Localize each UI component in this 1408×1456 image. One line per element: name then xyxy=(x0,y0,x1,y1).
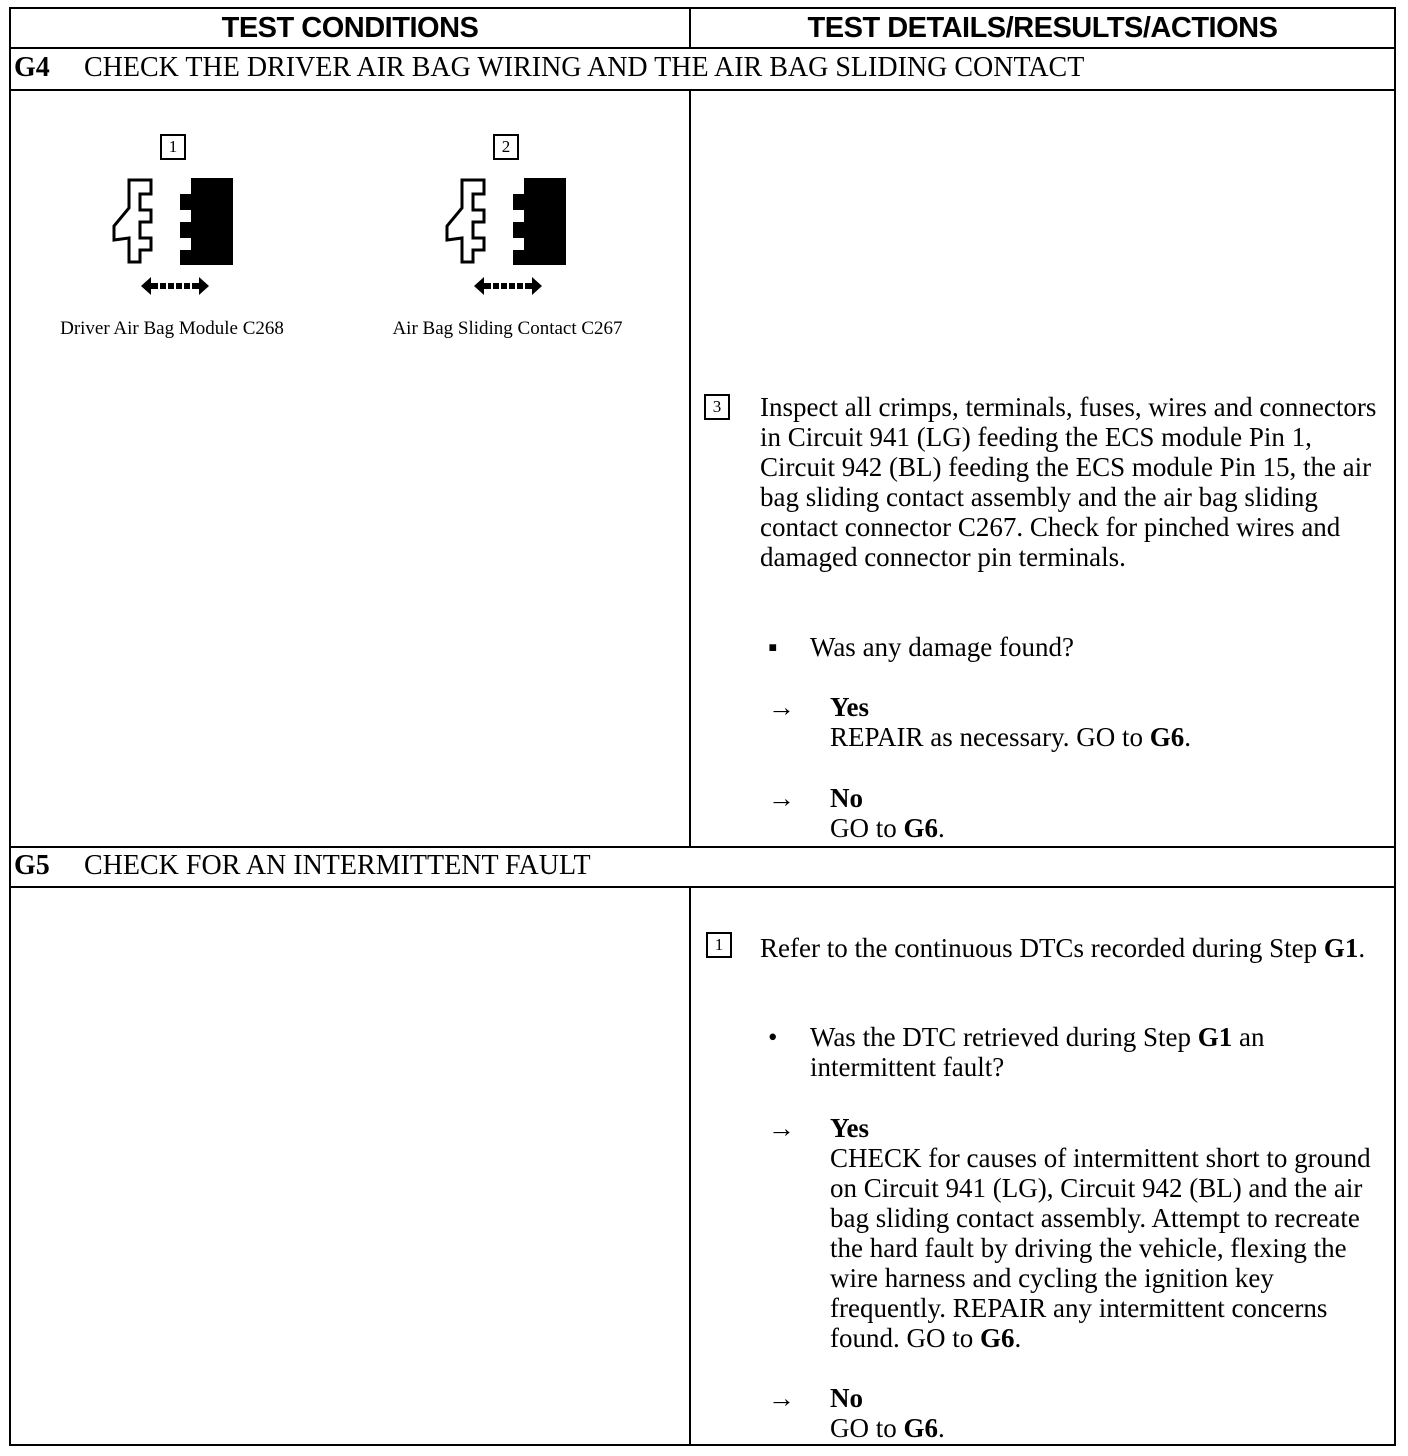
g5-question-bullet: • xyxy=(768,1022,778,1052)
g5-step-1-label: 1 xyxy=(706,932,732,958)
g5-yes-text: CHECK for causes of intermittent short to ground on Circuit 941 (LG), Circuit 942 (BL) and the air bag sliding contact assembly. Attempt to recreate the hard fault by driving the vehicle, flexing the wire harness and cycling the ignition key frequently. REPAIR any intermittent concerns found. GO to xyxy=(830,1143,1371,1353)
g4-no-text: GO to xyxy=(830,813,904,843)
g4-title-bottom-border xyxy=(9,89,1396,91)
connector-1-caption: Driver Air Bag Module C268 xyxy=(60,318,284,339)
g4-yes-ref: G6 xyxy=(1149,722,1185,752)
g4-question: Was any damage found? xyxy=(810,632,1074,662)
g5-step-title xyxy=(14,850,591,882)
table-bottom-border xyxy=(9,1444,1396,1446)
g5-step-number: G5 xyxy=(14,850,50,881)
g4-yes-arrow-icon: → xyxy=(768,692,795,722)
header-bottom-border xyxy=(9,47,1396,49)
g5-title-bottom-border xyxy=(9,886,1396,888)
g4-step-number: G4 xyxy=(14,52,50,83)
g4-no-arrow-icon: → xyxy=(768,783,795,813)
connector-2-label: 2 xyxy=(493,134,519,160)
g4-yes-text: REPAIR as necessary. GO to xyxy=(830,722,1150,752)
g5-step-1-text: Refer to the continuous DTCs recorded during Step G1. xyxy=(760,933,1366,963)
header-test-details: TEST DETAILS/RESULTS/ACTIONS xyxy=(807,12,1278,44)
g4-no-label: No xyxy=(830,783,863,813)
g4-step-heading: CHECK THE DRIVER AIR BAG WIRING AND THE AIR BAG SLIDING CONTACT xyxy=(84,52,1085,83)
g4-no-action: GO to G6. xyxy=(830,813,945,843)
g4-step-title xyxy=(14,52,1084,84)
connector-1-icon xyxy=(105,176,240,301)
g5-no-ref: G6 xyxy=(903,1413,939,1443)
g5-yes-label: Yes xyxy=(830,1113,869,1143)
g4-yes-action: REPAIR as necessary. GO to G6. xyxy=(830,722,1191,752)
connector-1-label: 1 xyxy=(160,134,186,160)
connector-2-caption: Air Bag Sliding Contact C267 xyxy=(392,318,623,339)
table-left-border xyxy=(9,7,11,1446)
g5-step-1-body: Refer to the continuous DTCs recorded during Step xyxy=(760,933,1324,963)
g4-question-bullet: ▪ xyxy=(768,632,778,662)
connector-2-icon xyxy=(438,176,573,301)
g5-title-top-border xyxy=(9,846,1396,848)
g5-step-1-ref: G1 xyxy=(1323,933,1359,963)
g5-question xyxy=(810,1022,1380,1082)
g5-question-pre: Was the DTC retrieved during Step xyxy=(810,1022,1198,1052)
g5-question-post: an intermittent fault? xyxy=(810,1022,1265,1082)
g5-no-label: No xyxy=(830,1383,863,1413)
g5-no-action: GO to G6. xyxy=(830,1413,945,1443)
g5-yes-action: CHECK for causes of intermittent short to ground on Circuit 941 (LG), Circuit 942 (BL) and the air bag sliding contact assembly. Attempt to recreate the hard fault by driving the vehicle, flexing the wire harness and cycling the ignition key frequently. REPAIR any intermittent concerns found. GO to G6. xyxy=(830,1143,1371,1353)
g5-step-heading: CHECK FOR AN INTERMITTENT FAULT xyxy=(84,850,591,881)
g5-no-arrow-icon: → xyxy=(768,1383,795,1413)
g5-yes-ref: G6 xyxy=(980,1323,1015,1353)
g4-no-ref: G6 xyxy=(903,813,939,843)
header-test-conditions: TEST CONDITIONS xyxy=(221,12,479,44)
g4-step-3-label: 3 xyxy=(704,394,730,420)
g4-step-3-text: Inspect all crimps, terminals, fuses, wires and connectors in Circuit 941 (LG) feeding the ECS module Pin 1, Circuit 942 (BL) feeding the ECS module Pin 15, the air bag sliding contact assembly and the air bag sliding contact connector C267. Check for pinched wires and damaged connector pin terminals. xyxy=(760,392,1377,572)
g4-yes-label: Yes xyxy=(830,692,869,722)
g4-column-divider xyxy=(689,89,691,847)
g5-yes-arrow-icon: → xyxy=(768,1113,795,1143)
g5-no-text: GO to xyxy=(830,1413,904,1443)
g5-column-divider xyxy=(689,886,691,1446)
table-right-border xyxy=(1394,7,1396,1446)
g5-question-ref: G1 xyxy=(1197,1022,1233,1052)
